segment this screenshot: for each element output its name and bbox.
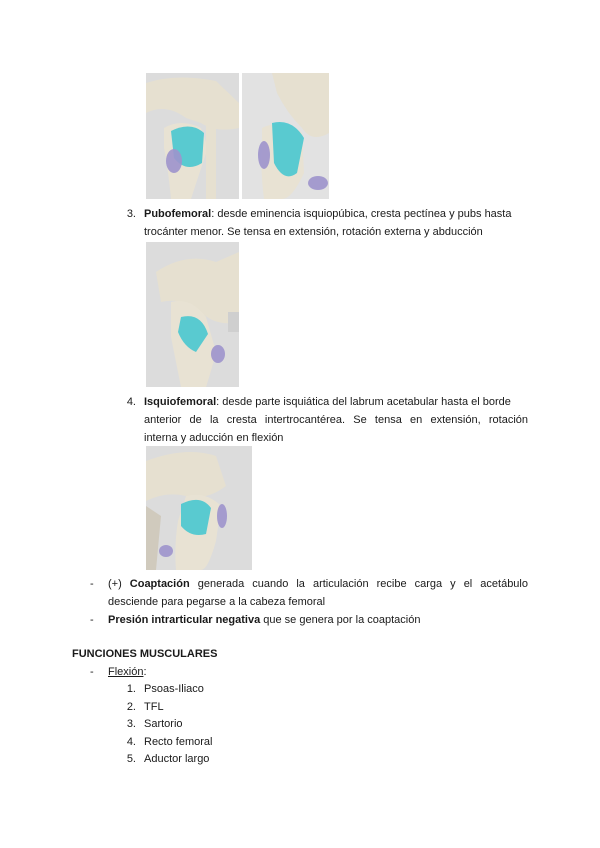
pubofemoral-desc-1: : desde eminencia isquiopúbica, cresta pectínea y pubs hasta [211,208,512,220]
flexion-number-5: 5. [126,753,136,765]
presion-desc: que se genera por la coaptación [260,614,421,626]
isquiofemoral-desc-1: : desde parte isquiática del labrum acetabular hasta el borde [216,396,511,408]
pubofemoral-ligament-image [146,242,239,387]
isquiofemoral-line-2: anterior de la cresta intertrocantérea. Se tensa en extensión, rotación [144,414,528,426]
presion-line [108,611,528,629]
bullet-dash-1: - [90,578,94,590]
flexion-colon: : [143,666,147,678]
isquiofemoral-ligament-image [146,446,252,570]
coaptacion-line-2: desciende para pegarse a la cabeza femoral [108,596,326,608]
list-number-3: 3. [126,208,136,220]
section-title: FUNCIONES MUSCULARES [72,648,218,660]
hip-anatomy-image-top-right [242,73,329,199]
bullet-dash-2: - [90,614,94,626]
flexion-number-1: 1. [126,683,136,695]
flexion-number-4: 4. [126,736,136,748]
isquiofemoral-line-1 [144,393,528,411]
list-number-4: 4. [126,396,136,408]
isquiofemoral-term: Isquiofemoral [144,396,217,408]
coaptacion-line-1 [108,575,528,593]
flexion-dash: - [90,666,94,678]
pubofemoral-line-2: trocánter menor. Se tensa en extensión, rotación externa y abducción [144,226,483,238]
coaptacion-desc-1: generada cuando la articulación recibe carga y el acetábulo [189,578,528,590]
flexion-label: Flexión [108,666,144,678]
flexion-heading [108,663,147,681]
flexion-item-1: Psoas-Iliaco [144,683,204,695]
pubofemoral-term: Pubofemoral [144,208,212,220]
flexion-number-3: 3. [126,718,136,730]
pubofemoral-line-1 [144,205,528,223]
flexion-item-2: TFL [144,701,164,713]
isquiofemoral-line-3: interna y aducción en flexión [144,432,284,444]
flexion-number-2: 2. [126,701,136,713]
coaptacion-prefix: (+) [108,578,130,590]
coaptacion-term: Coaptación [129,578,190,590]
flexion-item-3: Sartorio [144,718,183,730]
flexion-item-4: Recto femoral [144,736,213,748]
hip-anatomy-image-top-left [146,73,239,199]
flexion-item-5: Aductor largo [144,753,210,765]
presion-term: Presión intrarticular negativa [108,614,261,626]
